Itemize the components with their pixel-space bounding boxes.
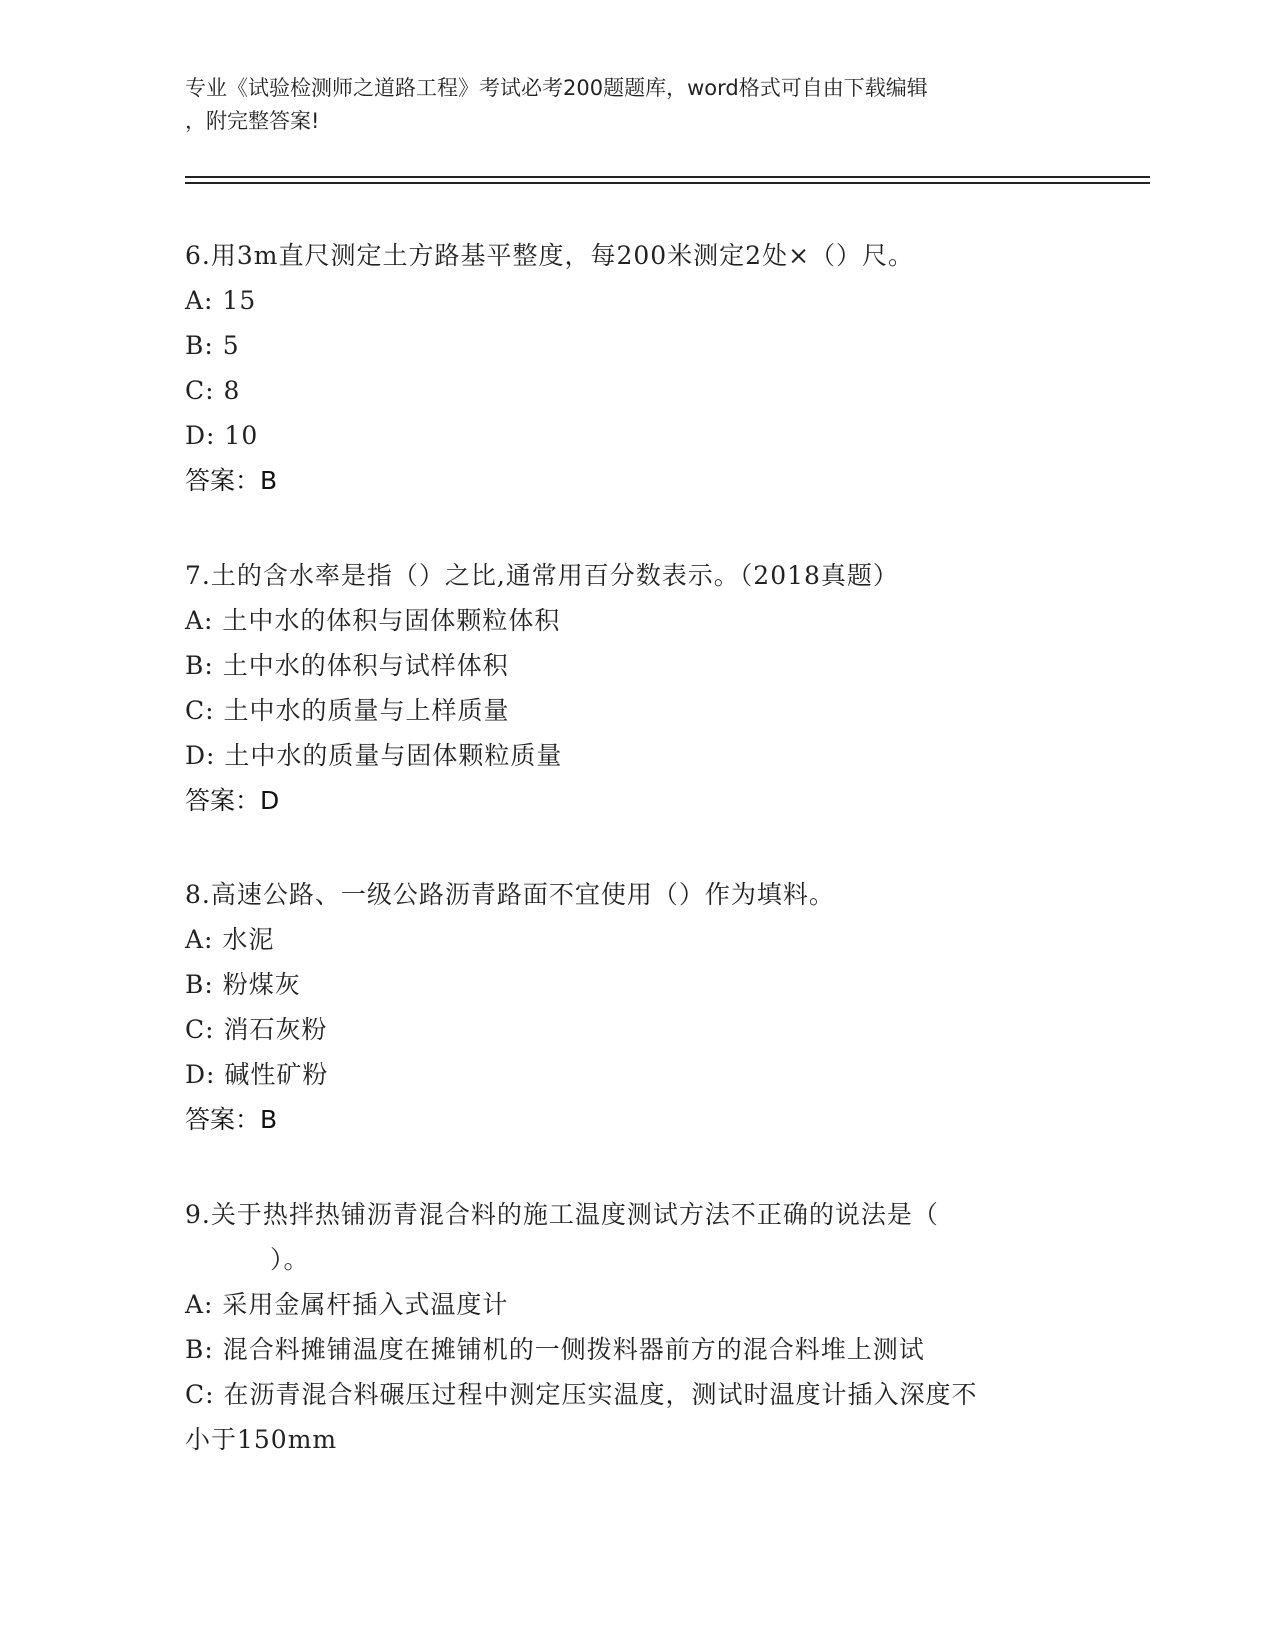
option-d: D: 碱性矿粉: [185, 1060, 329, 1089]
header-title-line: 专业《试验检测师之道路工程》考试必考200题题库，word格式可自由下载编辑: [185, 76, 928, 100]
option-a: A: 土中水的体积与固体颗粒体积: [185, 606, 561, 635]
option-b: B: 混合料摊铺温度在摊铺机的一侧拨料器前方的混合料堆上测试: [185, 1335, 925, 1364]
option-a: A: 15: [185, 286, 257, 315]
question-stem: 9.关于热拌热铺沥青混合料的施工温度测试方法不正确的说法是（: [185, 1200, 939, 1229]
option-a: A: 水泥: [185, 925, 275, 954]
header-title-line-continued: ，附完整答案!: [185, 109, 320, 133]
option-c: C: 土中水的质量与上样质量: [185, 696, 510, 725]
option-a: A: 采用金属杆插入式温度计: [185, 1290, 509, 1319]
option-c: C: 在沥青混合料碾压过程中测定压实温度，测试时温度计插入深度不: [185, 1380, 978, 1409]
answer-line: 答案：D: [185, 786, 280, 815]
question-8: [185, 872, 1085, 1142]
question-stem: 8.高速公路、一级公路沥青路面不宜使用（）作为填料。: [185, 880, 835, 909]
question-9: [185, 1192, 1085, 1462]
header-divider-bottom: [185, 182, 1150, 184]
option-b: B: 粉煤灰: [185, 970, 301, 999]
option-d: D: 土中水的质量与固体颗粒质量: [185, 741, 563, 770]
option-b: B: 土中水的体积与试样体积: [185, 651, 509, 680]
option-c: C: 消石灰粉: [185, 1015, 328, 1044]
question-stem: 7.土的含水率是指（）之比,通常用百分数表示。（2018真题）: [185, 561, 899, 590]
option-b: B: 5: [185, 331, 240, 360]
option-c: C: 8: [185, 376, 241, 405]
answer-line: 答案：B: [185, 1105, 278, 1134]
question-stem: 6.用3m直尺测定土方路基平整度，每200米测定2处×（）尺。: [185, 241, 915, 270]
header-divider-top: [185, 176, 1150, 178]
document-header: [185, 72, 1065, 138]
question-stem-continued: ）。: [270, 1245, 310, 1274]
answer-line: 答案：B: [185, 466, 278, 495]
question-6: [185, 233, 1085, 503]
option-c-continued: 小于150mm: [185, 1425, 338, 1454]
option-d: D: 10: [185, 421, 259, 450]
question-7: [185, 553, 1085, 823]
